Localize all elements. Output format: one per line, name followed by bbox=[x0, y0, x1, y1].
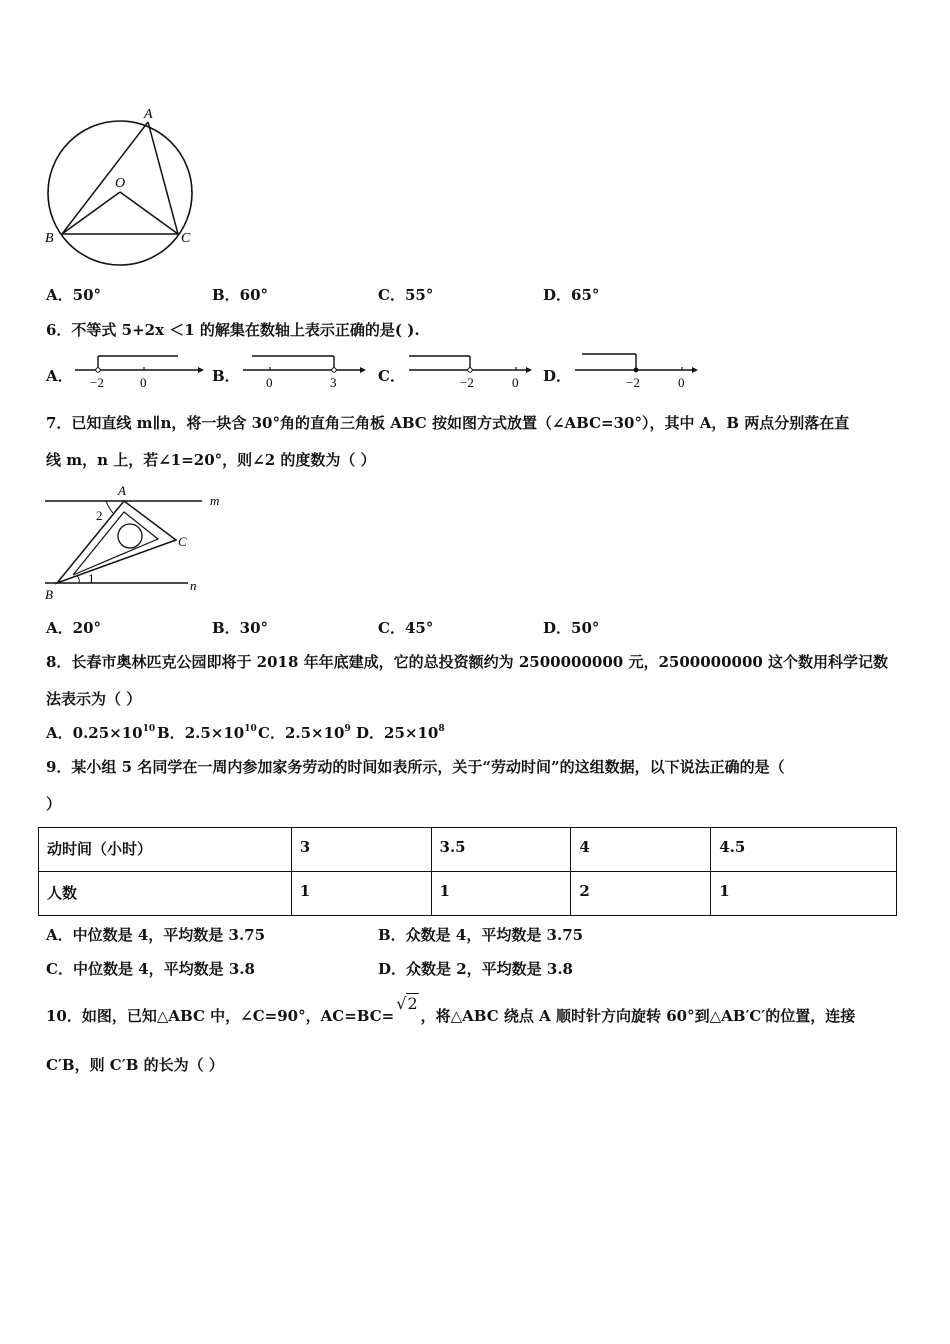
q8-option-d-label: D． bbox=[356, 724, 385, 742]
segment-ab bbox=[62, 122, 148, 234]
q9-option-c[interactable]: C．中位数是 4，平均数是 3.8 bbox=[46, 960, 255, 978]
q9-stem-line2: ） bbox=[46, 795, 62, 813]
q6-number-line-b[interactable] bbox=[238, 350, 368, 390]
q5-option-a[interactable]: A．50° bbox=[46, 286, 102, 304]
q6-number-line-c[interactable] bbox=[404, 350, 534, 390]
q8-stem-line1: 8．长春市奥林匹克公园即将于 2018 年年底建成，它的总投资额约为 2500000000 元，2500000000 这个数用科学记数 bbox=[46, 653, 889, 671]
label-1: 1 bbox=[88, 571, 95, 586]
q10-stem-part1: 10．如图，已知△ABC 中，∠C=90°，AC=BC= bbox=[46, 1007, 395, 1025]
table-cell: 2 bbox=[571, 872, 711, 916]
q8-option-a-base: 0.25×10 bbox=[72, 724, 143, 742]
q5-option-c[interactable]: C．55° bbox=[378, 286, 434, 304]
tick-zero: 0 bbox=[512, 375, 519, 390]
q8-option-a-exp: 10 bbox=[142, 724, 156, 734]
parallel-lines-triangle-figure bbox=[40, 480, 240, 605]
table-row bbox=[39, 872, 897, 916]
table-cell: 4 bbox=[571, 828, 711, 872]
tick-zero: 0 bbox=[140, 375, 147, 390]
q6-option-d-label[interactable]: D． bbox=[543, 367, 572, 385]
q9-option-d[interactable]: D．众数是 2，平均数是 3.8 bbox=[378, 960, 573, 978]
q6-number-line-d[interactable] bbox=[570, 350, 700, 390]
q8-option-c[interactable] bbox=[258, 723, 351, 743]
label-b: B bbox=[45, 587, 53, 602]
circle-o bbox=[48, 121, 192, 265]
q7-stem-line2: 线 m，n 上，若∠1=20°，则∠2 的度数为（ ） bbox=[46, 451, 376, 469]
q10-stem-line1 bbox=[46, 994, 856, 1026]
q6-option-c-label[interactable]: C． bbox=[378, 367, 405, 385]
table-cell: 1 bbox=[291, 872, 431, 916]
q7-stem-line1: 7．已知直线 m∥n，将一块含 30°角的直角三角板 ABC 按如图方式放置（∠ABC=30°），其中 A，B 两点分别落在直 bbox=[46, 414, 850, 432]
table-cell: 1 bbox=[431, 872, 571, 916]
q7-option-b[interactable]: B．30° bbox=[212, 619, 269, 637]
q6-option-b-label[interactable]: B． bbox=[212, 367, 240, 385]
q8-option-a[interactable] bbox=[46, 723, 155, 743]
circle-triangle-figure bbox=[40, 100, 210, 275]
label-o: O bbox=[115, 176, 126, 191]
q8-option-d[interactable] bbox=[356, 723, 445, 743]
tick-zero: 0 bbox=[678, 375, 685, 390]
q7-option-c[interactable]: C．45° bbox=[378, 619, 434, 637]
labor-time-table bbox=[38, 827, 897, 916]
tick-zero: 0 bbox=[266, 375, 273, 390]
q8-option-c-base: 2.5×10 bbox=[284, 724, 345, 742]
q8-option-b-label: B． bbox=[157, 724, 185, 742]
q8-stem-line2: 法表示为（ ） bbox=[46, 690, 142, 708]
q8-option-c-exp: 9 bbox=[344, 724, 351, 734]
table-cell: 动时间（小时） bbox=[39, 828, 292, 872]
table-cell: 1 bbox=[711, 872, 897, 916]
q8-option-c-label: C． bbox=[258, 724, 285, 742]
triangle-inner bbox=[73, 512, 158, 575]
tick-three: 3 bbox=[330, 375, 337, 390]
segment-ac bbox=[148, 122, 178, 234]
q8-option-d-base: 25×10 bbox=[384, 724, 439, 742]
label-b: B bbox=[45, 231, 54, 246]
q5-option-b[interactable]: B．60° bbox=[212, 286, 269, 304]
segment-ob bbox=[62, 192, 120, 234]
table-cell: 4.5 bbox=[711, 828, 897, 872]
label-n: n bbox=[190, 578, 197, 593]
q7-option-a[interactable]: A．20° bbox=[46, 619, 102, 637]
label-a: A bbox=[118, 483, 126, 498]
label-c: C bbox=[181, 231, 191, 246]
segment-oc bbox=[120, 192, 178, 234]
q10-stem-line2: C′B，则 C′B 的长为（ ） bbox=[46, 1056, 224, 1074]
table-cell: 3.5 bbox=[431, 828, 571, 872]
q9-stem-line1: 9．某小组 5 名同学在一周内参加家务劳动的时间如表所示，关于“劳动时间”的这组数据，以下说法正确的是（ bbox=[46, 758, 785, 776]
q6-option-a-label[interactable]: A． bbox=[46, 367, 73, 385]
q6-stem: 6．不等式 5+2x ＜1 的解集在数轴上表示正确的是( ). bbox=[46, 321, 420, 339]
tick-neg2: −2 bbox=[626, 375, 640, 390]
label-c: C bbox=[178, 534, 187, 549]
angle-2-arc bbox=[106, 501, 113, 513]
label-m: m bbox=[210, 493, 220, 508]
q6-number-line-a[interactable] bbox=[70, 350, 205, 390]
tick-neg2: −2 bbox=[90, 375, 104, 390]
q8-option-a-label: A． bbox=[46, 724, 73, 742]
q9-option-a[interactable]: A．中位数是 4，平均数是 3.75 bbox=[46, 926, 266, 944]
label-a: A bbox=[144, 107, 153, 122]
sqrt-expression: √2 bbox=[396, 994, 418, 1013]
sqrt-radicand: 2 bbox=[407, 994, 418, 1013]
triangle-hole bbox=[118, 524, 142, 548]
triangle-outer bbox=[57, 501, 176, 583]
q8-option-b-base: 2.5×10 bbox=[184, 724, 245, 742]
table-cell: 人数 bbox=[39, 872, 292, 916]
table-row bbox=[39, 828, 897, 872]
q7-option-d[interactable]: D．50° bbox=[543, 619, 600, 637]
q8-option-b-exp: 10 bbox=[244, 724, 257, 734]
tick-neg2: −2 bbox=[460, 375, 474, 390]
table-cell: 3 bbox=[291, 828, 431, 872]
q9-option-b[interactable]: B．众数是 4，平均数是 3.75 bbox=[378, 926, 584, 944]
q8-option-d-exp: 8 bbox=[438, 724, 445, 734]
q5-option-d[interactable]: D．65° bbox=[543, 286, 600, 304]
q8-option-b[interactable] bbox=[157, 723, 257, 743]
label-2: 2 bbox=[96, 508, 103, 523]
q10-stem-part2: ，将△ABC 绕点 A 顺时针方向旋转 60°到△AB′C′的位置，连接 bbox=[420, 1007, 856, 1025]
angle-1-arc bbox=[77, 576, 79, 583]
